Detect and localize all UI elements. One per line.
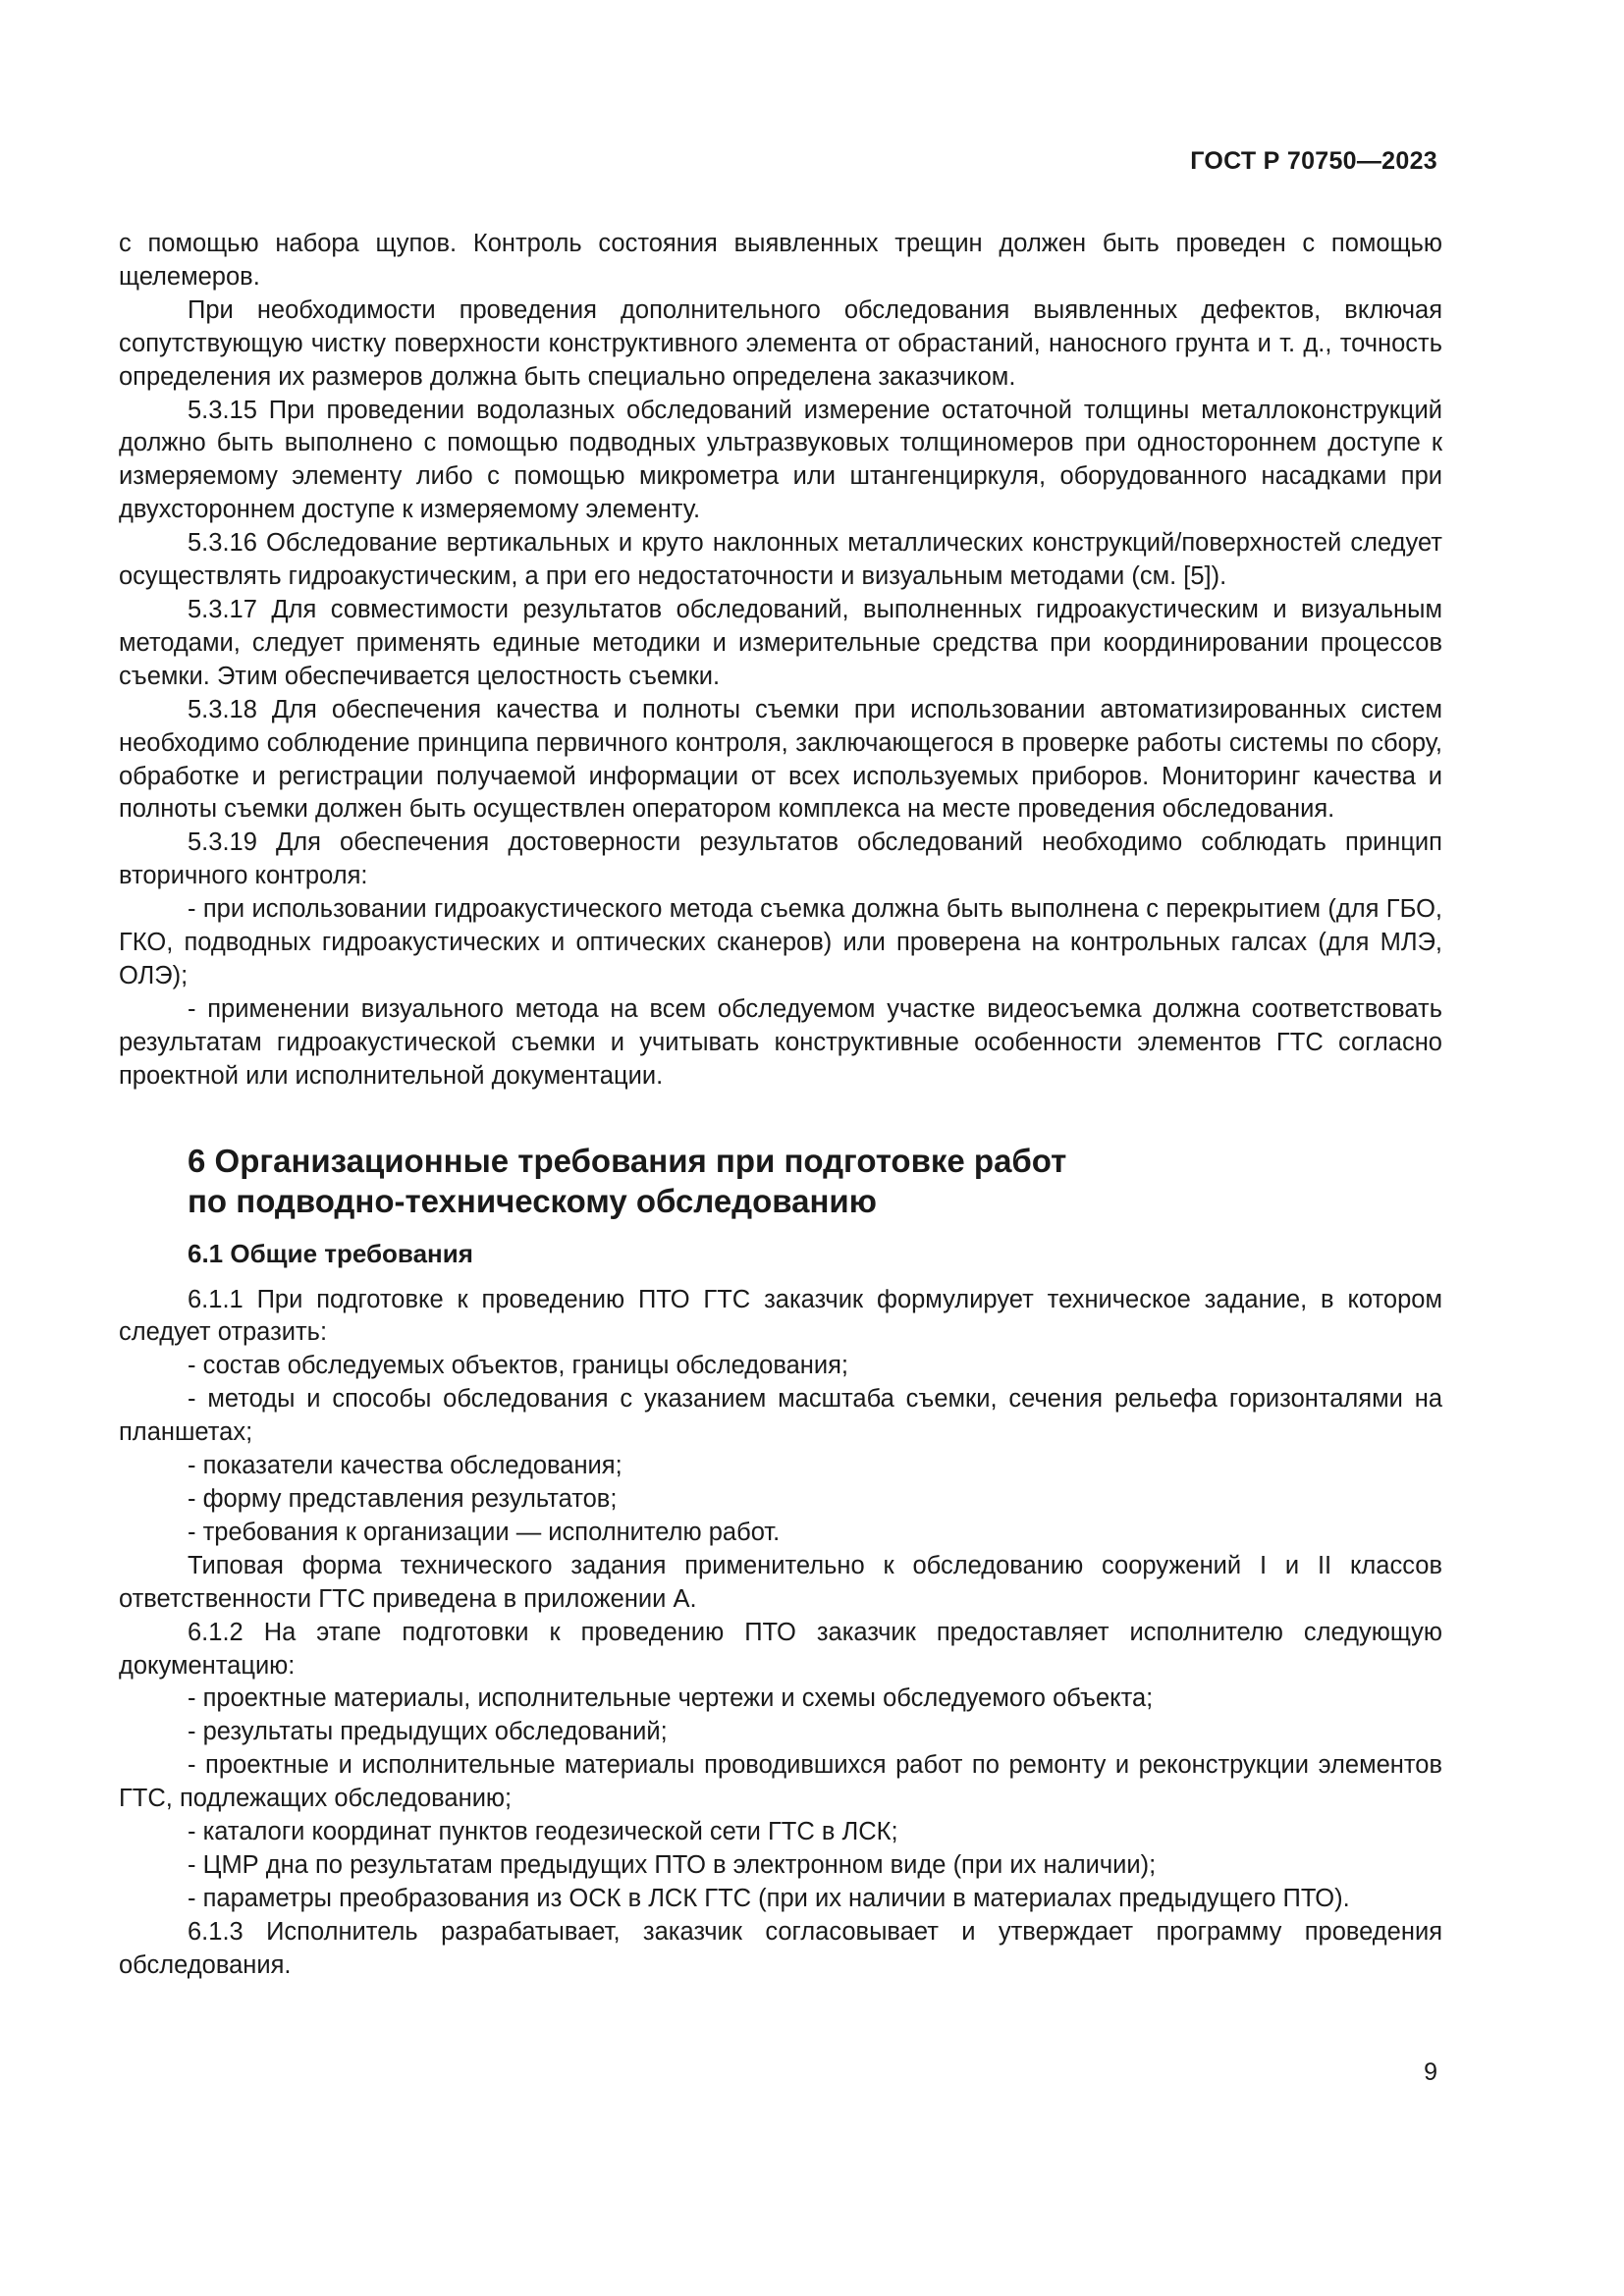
paragraph: с помощью набора щупов. Контроль состояния выявленных трещин должен быть проведен с помощью щелемеров. — [119, 230, 1442, 291]
list-item: - применении визуального метода на всем обследуемом участке видеосъемка должна соответствовать результатам гидроакустической съемки и учитывать конструктивные особенности элементов ГТС согласно проектной или исполнительной документации. — [119, 994, 1442, 1090]
paragraph-6-1-3: 6.1.3 Исполнитель разрабатывает, заказчик согласовывает и утверждает программу проведения обследования. — [119, 1917, 1442, 1979]
paragraph: При необходимости проведения дополнительного обследования выявленных дефектов, включая сопутствующую чистку поверхности конструктивного элемента от обрастаний, наносного грунта и т. д., точность определения их размеров должна быть специально определена заказчиком. — [119, 295, 1442, 391]
paragraph: Типовая форма технического задания применительно к обследованию сооружений I и II классов ответственности ГТС приведена в приложении А. — [119, 1551, 1442, 1613]
list-item: - проектные материалы, исполнительные чертежи и схемы обследуемого объекта; — [188, 1684, 1154, 1713]
paragraph-5-3-19: 5.3.19 Для обеспечения достоверности результатов обследований необходимо соблюдать принцип вторичного контроля: — [119, 828, 1442, 890]
document-header-id: ГОСТ Р 70750—2023 — [1190, 147, 1437, 175]
list-item: - форму представления результатов; — [188, 1485, 618, 1513]
list-item: - результаты предыдущих обследований; — [188, 1718, 668, 1746]
section-title — [188, 1141, 1442, 1221]
subsection-title: 6.1 Общие требования — [188, 1238, 473, 1268]
list-item: - каталоги координат пунктов геодезической сети ГТС в ЛСК; — [188, 1818, 898, 1846]
list-item: - параметры преобразования из ОСК в ЛСК ГТС (при их наличии в материалах предыдущего ПТО). — [188, 1884, 1350, 1912]
paragraph-5-3-18: 5.3.18 Для обеспечения качества и полноты съемки при использовании автоматизированных систем необходимо соблюдение принципа первичного контроля, заключающегося в проверке работы системы по сбору, обработке и регистрации получаемой информации от всех используемых приборов. Мониторинг качества и полноты съемки должен быть осуществлен оператором комплекса на месте проведения обследования. — [119, 695, 1442, 824]
list-item: - показатели качества обследования; — [188, 1452, 623, 1480]
paragraph-5-3-16: 5.3.16 Обследование вертикальных и круто наклонных металлических конструкций/поверхностей следует осуществлять гидроакустическим, а при его недостаточности и визуальным методами (см. [5]). — [119, 529, 1442, 591]
paragraph-6-1-1: 6.1.1 При подготовке к проведению ПТО ГТС заказчик формулирует техническое задание, в котором следует отразить: — [119, 1285, 1442, 1347]
page-number: 9 — [1424, 2058, 1437, 2086]
paragraph-6-1-2: 6.1.2 На этапе подготовки к проведению ПТО заказчик предоставляет исполнителю следующую документацию: — [119, 1618, 1442, 1680]
document-body — [119, 228, 1442, 1983]
list-item: - методы и способы обследования с указанием масштаба съемки, сечения рельефа горизонталями на планшетах; — [119, 1385, 1442, 1447]
paragraph-5-3-15: 5.3.15 При проведении водолазных обследований измерение остаточной толщины металлоконструкций должно быть выполнено с помощью подводных ультразвуковых толщиномеров при одностороннем доступе к измеряемому элементу либо с помощью микрометра или штангенциркуля, оборудованного насадками при двухстороннем доступе к измеряемому элементу. — [119, 396, 1442, 524]
paragraph-5-3-17: 5.3.17 Для совместимости результатов обследований, выполненных гидроакустическим и визуальным методами, следует применять единые методики и измерительные средства при координировании процессов съемки. Этим обеспечивается целостность съемки. — [119, 595, 1442, 690]
list-item: - состав обследуемых объектов, границы обследования; — [188, 1352, 848, 1380]
list-item: - проектные и исполнительные материалы проводившихся работ по ремонту и реконструкции элементов ГТС, подлежащих обследованию; — [119, 1751, 1442, 1813]
section-title-line2: по подводно-техническому обследованию — [188, 1182, 877, 1219]
list-item: - требования к организации — исполнителю работ. — [188, 1518, 781, 1546]
section-title-line1: 6 Организационные требования при подготовке работ — [188, 1142, 1067, 1179]
list-item: - ЦМР дна по результатам предыдущих ПТО в электронном виде (при их наличии); — [188, 1850, 1157, 1879]
list-item: - при использовании гидроакустического метода съемка должна быть выполнена с перекрытием (для ГБО, ГКО, подводных гидроакустических и оптических сканеров) или проверена на контрольных галсах (для МЛЭ, ОЛЭ); — [119, 895, 1442, 989]
